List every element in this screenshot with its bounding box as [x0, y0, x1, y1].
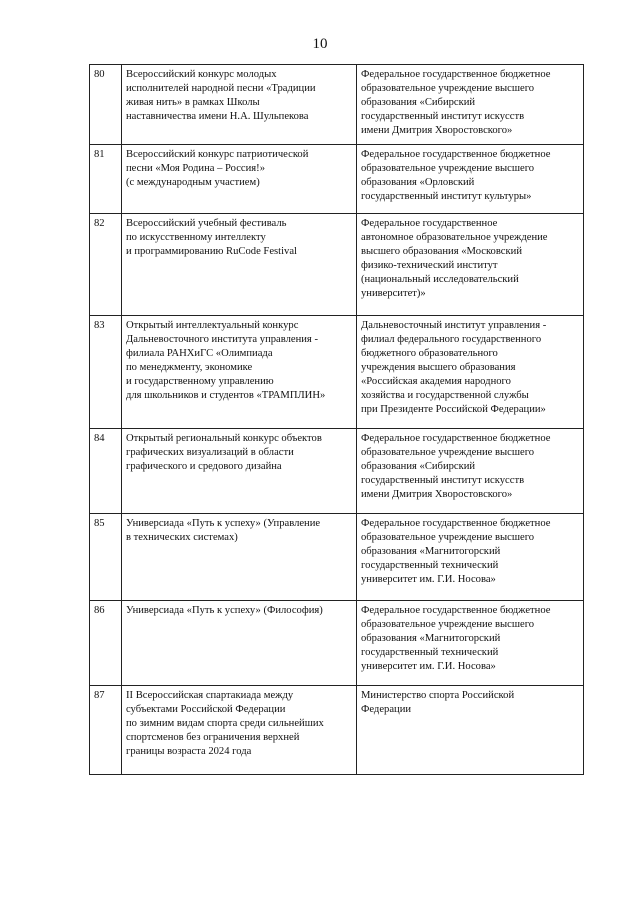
event-name: [122, 429, 357, 514]
organizer: [357, 514, 584, 601]
table-row: [90, 686, 584, 775]
row-number: 85: [90, 514, 122, 601]
event-name: [122, 686, 357, 775]
event-name: [122, 316, 357, 429]
table-row: [90, 601, 584, 686]
event-name: [122, 214, 357, 316]
event-name-text: Открытый интеллектуальный конкурс Дальневосточного института управления - филиала РАНХиГС «Олимпиада по менеджменту, экономике и государственному управлению для школьников и студентов «ТРАМПЛИН»: [126, 320, 326, 401]
organizer: [357, 145, 584, 214]
organizer: [357, 429, 584, 514]
organizer: [357, 686, 584, 775]
organizer-text: Федеральное государственное бюджетное образовательное учреждение высшего образования «Орловский государственный институт культуры»: [361, 149, 551, 202]
event-name-text: Универсиада «Путь к успеху» (Управление в технических системах): [126, 518, 321, 543]
event-name-text: Всероссийский учебный фестиваль по искусственному интеллекту и программированию RuCode Festival: [126, 218, 297, 257]
organizer-text: Федеральное государственное бюджетное образовательное учреждение высшего образования «Магнитогорский государственный технический университет им. Г.И. Носова»: [361, 518, 551, 585]
row-number: 86: [90, 601, 122, 686]
table-row: [90, 145, 584, 214]
event-name: [122, 601, 357, 686]
row-number: 84: [90, 429, 122, 514]
event-name: [122, 65, 357, 145]
organizer: [357, 601, 584, 686]
table-row: [90, 316, 584, 429]
row-number: 83: [90, 316, 122, 429]
row-number: 81: [90, 145, 122, 214]
organizer-text: Федеральное государственное бюджетное образовательное учреждение высшего образования «Сибирский государственный институт искусств имени Дмитрия Хворостовского»: [361, 433, 551, 500]
page-number: 10: [312, 36, 328, 52]
event-name: [122, 514, 357, 601]
organizer-text: Федеральное государственное бюджетное образовательное учреждение высшего образования «Магнитогорский государственный технический университет им. Г.И. Носова»: [361, 605, 551, 672]
organizer-text: Министерство спорта Российской Федерации: [361, 690, 515, 715]
organizer-text: Дальневосточный институт управления - филиал федерального государственного бюджетного образовательного учреждения высшего образования «Российская академия народного хозяйства и государственной службы при Президенте Российской Федерации»: [361, 320, 547, 415]
event-name-text: Открытый региональный конкурс объектов графических визуализаций в области графического и средового дизайна: [126, 433, 322, 472]
row-number: 87: [90, 686, 122, 775]
event-name-text: Универсиада «Путь к успеху» (Философия): [126, 605, 323, 616]
organizer: [357, 214, 584, 316]
organizer: [357, 65, 584, 145]
organizer: [357, 316, 584, 429]
table-row: [90, 214, 584, 316]
table-row: [90, 514, 584, 601]
row-number: 80: [90, 65, 122, 145]
event-name-text: Всероссийский конкурс молодых исполнителей народной песни «Традиции живая нить» в рамках Школы наставничества имени Н.А. Шульпекова: [126, 69, 316, 122]
table-row: [90, 429, 584, 514]
row-number: 82: [90, 214, 122, 316]
organizer-text: Федеральное государственное автономное образовательное учреждение высшего образования «Московский физико-технический институт (национальный исследовательский университет)»: [361, 218, 548, 299]
event-name-text: II Всероссийская спартакиада между субъектами Российской Федерации по зимним видам спорта среди сильнейших спортсменов без ограничения верхней границы возраста 2024 года: [126, 690, 324, 757]
table-row: [90, 65, 584, 145]
event-name-text: Всероссийский конкурс патриотической песни «Моя Родина – Россия!» (с международным участием): [126, 149, 309, 188]
organizer-text: Федеральное государственное бюджетное образовательное учреждение высшего образования «Сибирский государственный институт искусств имени Дмитрия Хворостовского»: [361, 69, 551, 136]
event-name: [122, 145, 357, 214]
events-table: [89, 64, 584, 775]
